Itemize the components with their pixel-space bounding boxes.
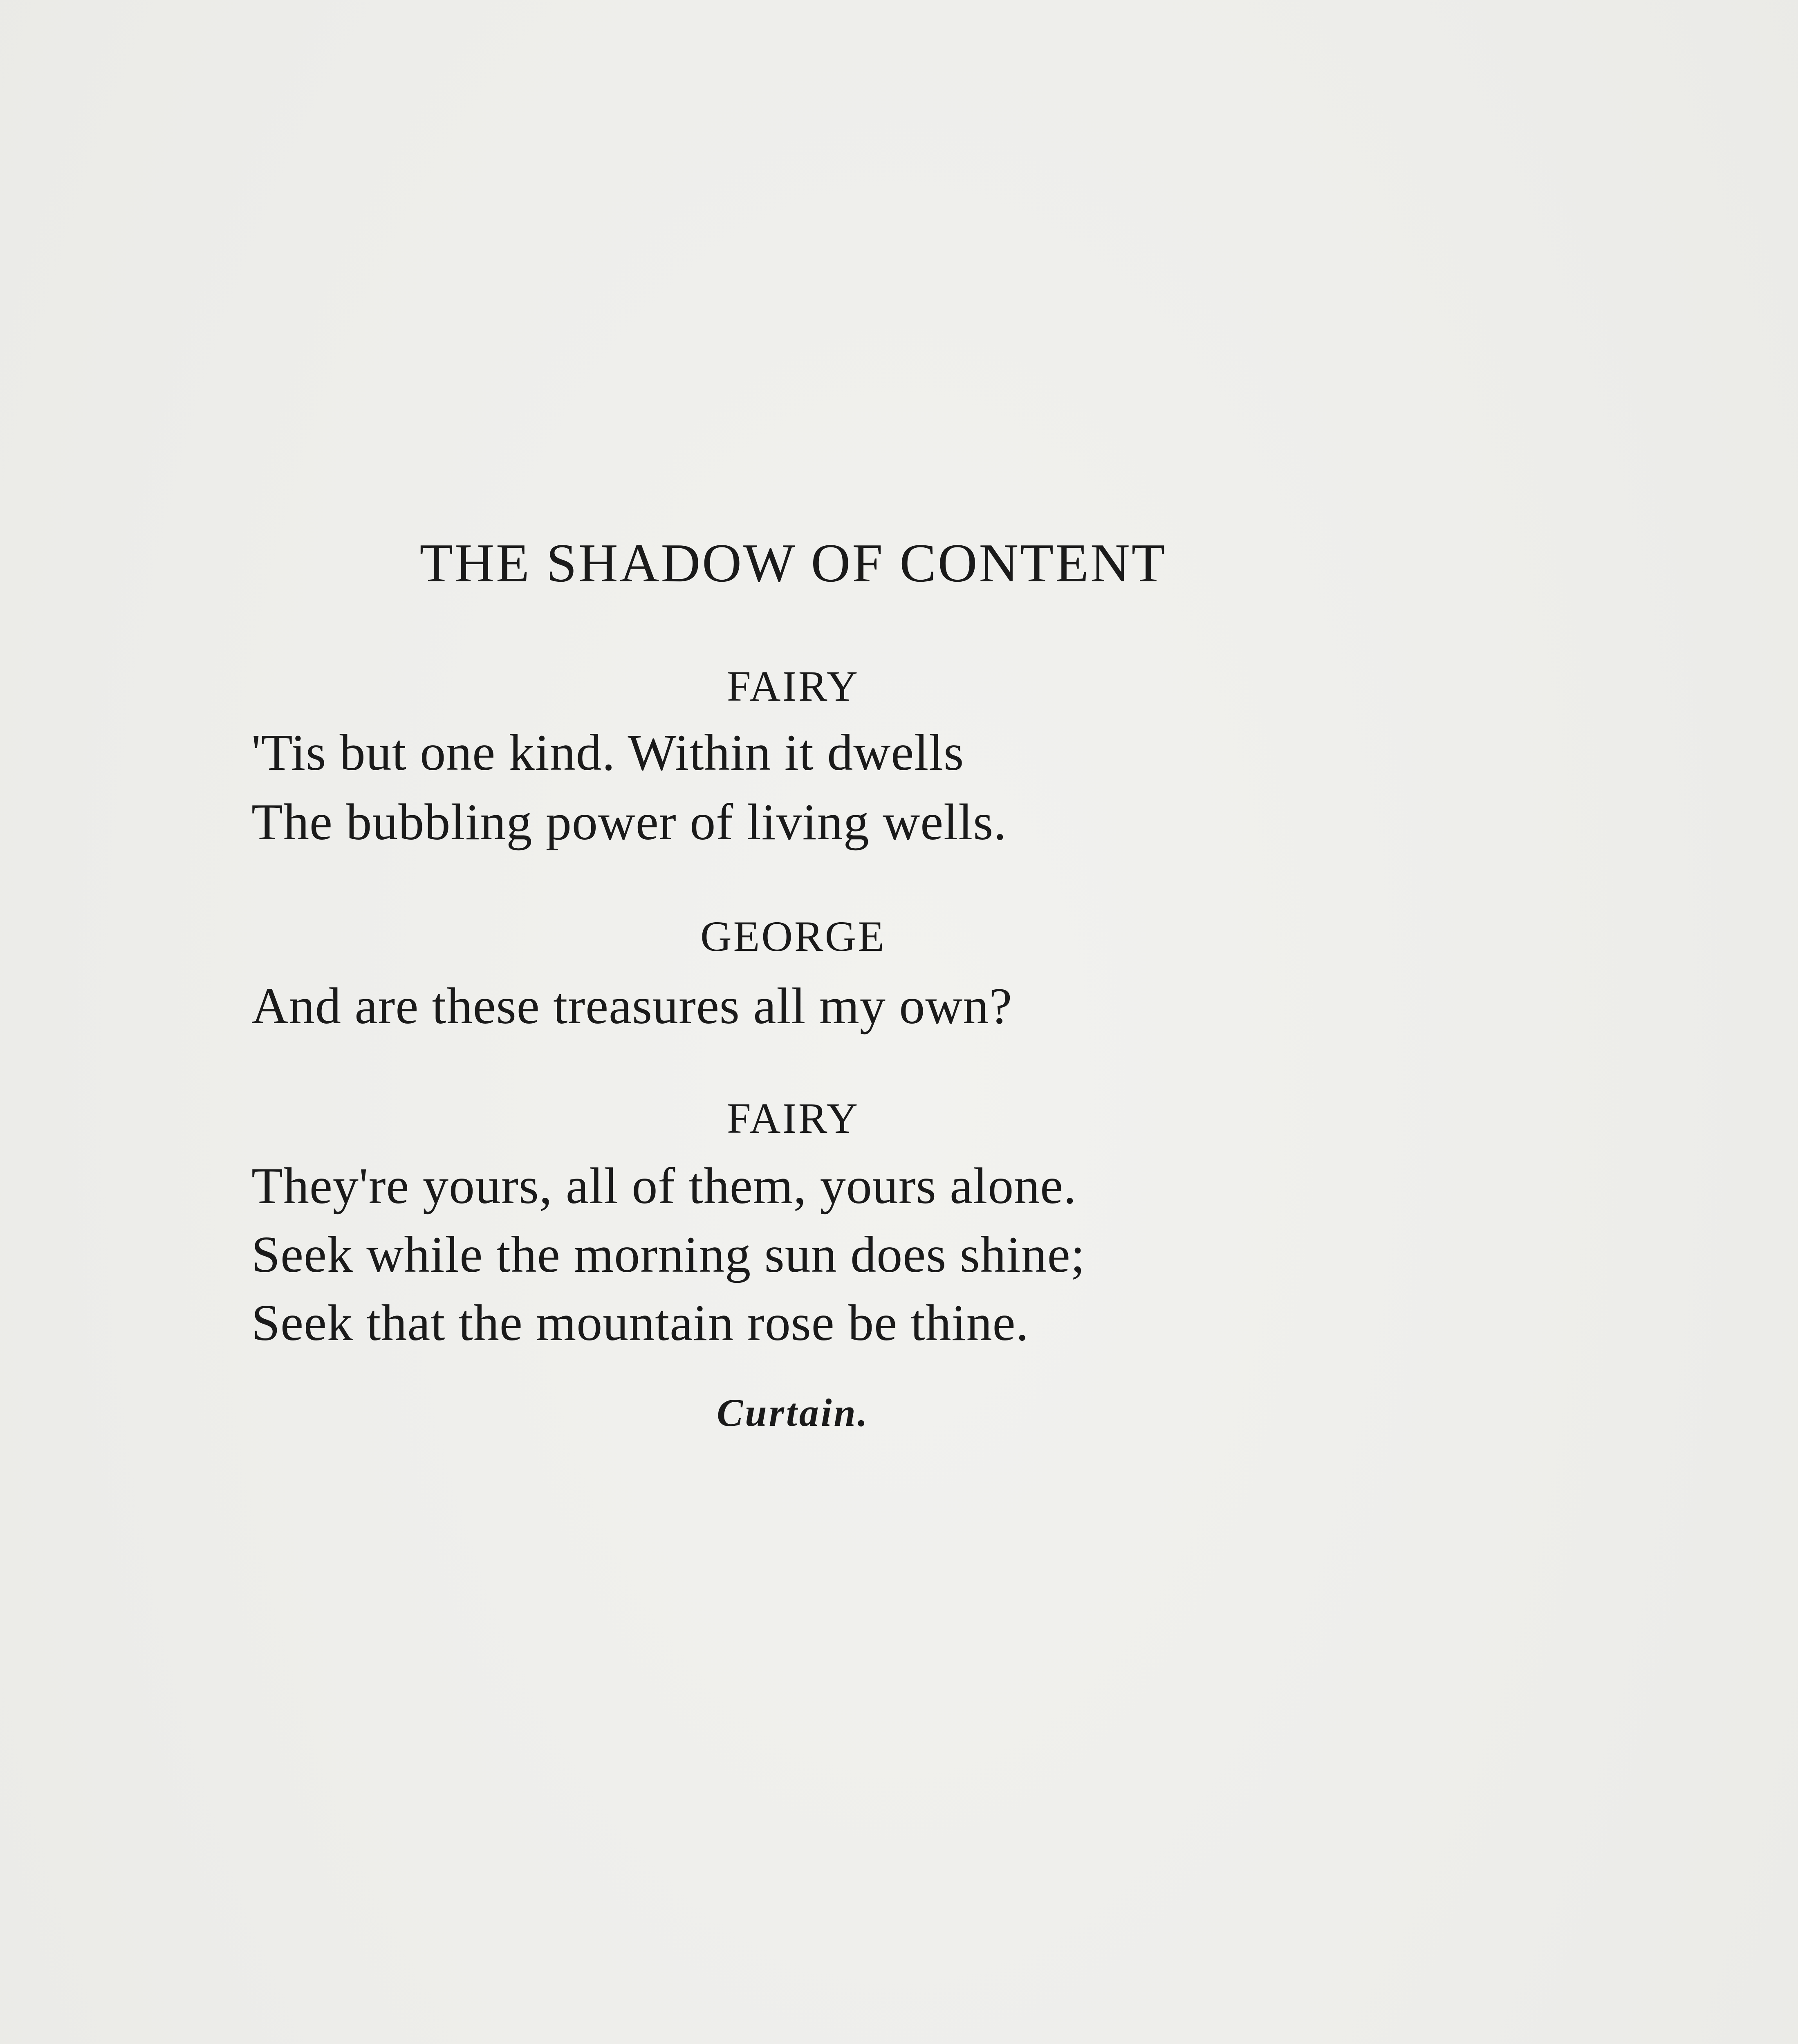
verse-line: And are these treasures all my own? xyxy=(251,978,1013,1035)
speaker-label: FAIRY xyxy=(726,1094,860,1142)
page-title: THE SHADOW OF CONTENT xyxy=(419,533,1167,593)
verse-line: Seek while the morning sun does shine; xyxy=(251,1226,1085,1283)
verse-line: They're yours, all of them, yours alone. xyxy=(251,1158,1077,1215)
stage-direction: Curtain. xyxy=(717,1391,870,1434)
verse-line: The bubbling power of living wells. xyxy=(251,794,1007,851)
verse-line: Seek that the mountain rose be thine. xyxy=(251,1295,1029,1351)
verse-line: 'Tis but one kind. Within it dwells xyxy=(251,724,964,781)
speaker-label: GEORGE xyxy=(700,912,886,960)
speaker-label: FAIRY xyxy=(726,662,860,710)
